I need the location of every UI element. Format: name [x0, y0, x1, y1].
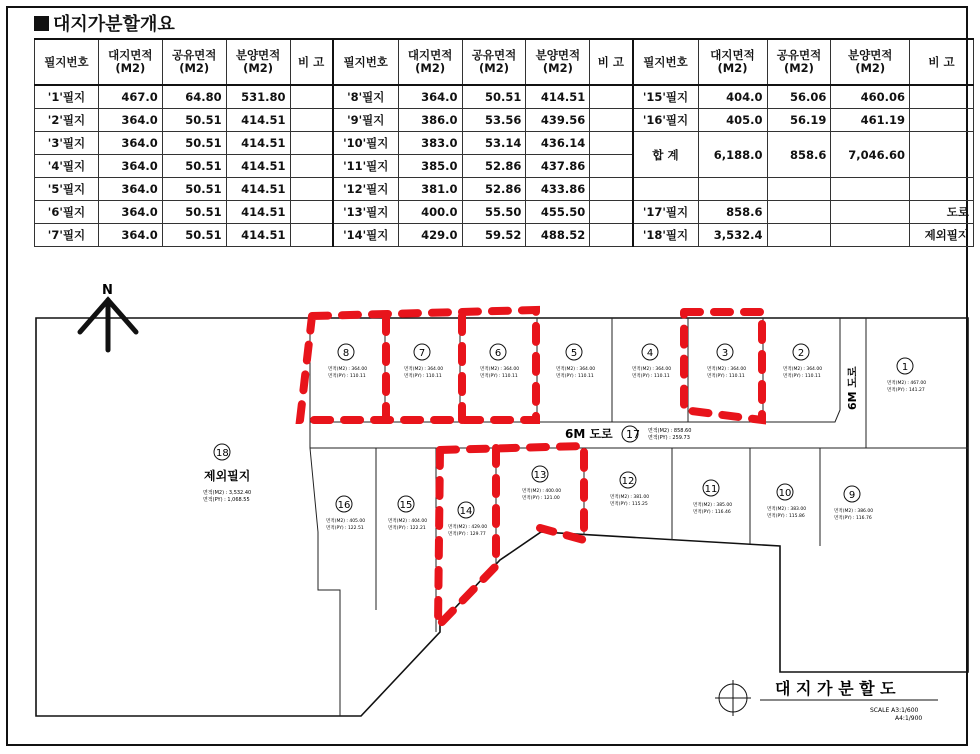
- table-cell: '4'필지: [35, 155, 99, 178]
- table-cell: [290, 85, 333, 109]
- lot-number: 7: [418, 348, 426, 359]
- table-cell: 50.51: [162, 155, 226, 178]
- table-cell: 404.0: [698, 85, 767, 109]
- lot-area-py: 면적(PY) : 121.00: [522, 496, 560, 501]
- table-cell: 364.0: [98, 224, 162, 247]
- table-row: [35, 85, 974, 109]
- table-cell: [590, 85, 633, 109]
- table-cell: [590, 132, 633, 155]
- column-header: 분양면적 (M2): [526, 39, 590, 85]
- table-cell: [290, 178, 333, 201]
- bottom-lots: [326, 466, 873, 537]
- lot-area-py: 면적(PY) : 122.21: [388, 526, 426, 531]
- road-area-m2: 면적(M2) : 858.60: [648, 428, 692, 434]
- table-cell: 858.6: [698, 201, 767, 224]
- table-cell: '8'필지: [333, 85, 398, 109]
- table-cell: [290, 201, 333, 224]
- bottom-lot-lines: [310, 448, 820, 716]
- table-cell: 53.14: [462, 132, 526, 155]
- table-cell: 437.86: [526, 155, 590, 178]
- table-cell: [910, 85, 974, 109]
- table-cell: [831, 201, 910, 224]
- table-cell: '3'필지: [35, 132, 99, 155]
- lot-number: 13: [533, 470, 547, 481]
- page-title: [34, 10, 175, 36]
- column-header: 대지면적 (M2): [98, 39, 162, 85]
- table-cell: '2'필지: [35, 109, 99, 132]
- table-row: [35, 224, 974, 247]
- lot-area-py: 면적(PY) : 141.27: [887, 388, 925, 393]
- table-cell: 합 계: [633, 132, 698, 178]
- lot-number: 11: [704, 484, 718, 495]
- lot-area-py: 면적(PY) : 110.11: [404, 374, 442, 379]
- table-cell: 414.51: [226, 109, 290, 132]
- lot-number: 9: [848, 490, 856, 501]
- lot-number: 3: [721, 348, 729, 359]
- north-arrow-icon: [80, 300, 136, 350]
- lot-area-m2: 면적(M2) : 364.00: [632, 367, 672, 372]
- table-cell: 433.86: [526, 178, 590, 201]
- lot-summary-table: [34, 38, 974, 247]
- table-cell: 50.51: [162, 132, 226, 155]
- lot-area-m2: 면적(M2) : 404.00: [388, 519, 428, 524]
- table-cell: 52.86: [462, 155, 526, 178]
- table-cell: 64.80: [162, 85, 226, 109]
- table-cell: 858.6: [767, 132, 831, 178]
- table-cell: [910, 132, 974, 178]
- table-cell: 461.19: [831, 109, 910, 132]
- column-header: 대지면적 (M2): [398, 39, 462, 85]
- table-cell: '7'필지: [35, 224, 99, 247]
- table-cell: 400.0: [398, 201, 462, 224]
- table-cell: 439.56: [526, 109, 590, 132]
- table-cell: '12'필지: [333, 178, 398, 201]
- table-cell: '6'필지: [35, 201, 99, 224]
- lot-area-m2: 면적(M2) : 364.00: [783, 367, 823, 372]
- column-header: 필지번호: [333, 39, 398, 85]
- lot-number: 15: [399, 500, 413, 511]
- north-label: N: [102, 283, 113, 298]
- table-cell: 455.50: [526, 201, 590, 224]
- table-cell: [290, 224, 333, 247]
- lot-area-py: 면적(PY) : 115.25: [610, 502, 648, 507]
- lot-area-m2: 면적(M2) : 405.00: [326, 519, 366, 524]
- column-header: 비 고: [290, 39, 333, 85]
- table-cell: 55.50: [462, 201, 526, 224]
- table-cell: 52.86: [462, 178, 526, 201]
- table-cell: 414.51: [226, 224, 290, 247]
- column-header: 공유면적 (M2): [462, 39, 526, 85]
- lot-area-py: 면적(PY) : 110.11: [556, 374, 594, 379]
- table-cell: 7,046.60: [831, 132, 910, 178]
- table-cell: '10'필지: [333, 132, 398, 155]
- lot-number: 14: [459, 506, 473, 517]
- table-cell: 381.0: [398, 178, 462, 201]
- table-cell: '11'필지: [333, 155, 398, 178]
- title-square-icon: [34, 16, 49, 31]
- table-cell: [590, 201, 633, 224]
- road-area-py: 면적(PY) : 259.73: [648, 435, 690, 441]
- table-cell: 364.0: [98, 132, 162, 155]
- table-cell: 414.51: [226, 132, 290, 155]
- lot-18-area-m2: 면적(M2) : 3,532.40: [203, 490, 252, 496]
- column-header: 필지번호: [633, 39, 698, 85]
- lot-18-area-py: 면적(PY) : 1,068.55: [203, 497, 250, 503]
- column-header: 공유면적 (M2): [767, 39, 831, 85]
- table-cell: 414.51: [226, 155, 290, 178]
- table-cell: 364.0: [398, 85, 462, 109]
- lot-area-py: 면적(PY) : 110.11: [632, 374, 670, 379]
- table-cell: 436.14: [526, 132, 590, 155]
- table-cell: [590, 178, 633, 201]
- table-row: [35, 132, 974, 155]
- table-cell: [590, 155, 633, 178]
- title-text: 대지가분할개요: [53, 14, 175, 35]
- table-cell: 364.0: [98, 178, 162, 201]
- table-cell: [590, 109, 633, 132]
- column-header: 분양면적 (M2): [831, 39, 910, 85]
- table-cell: 50.51: [162, 178, 226, 201]
- table-row: [35, 201, 974, 224]
- road-label: 6M 도로: [565, 427, 613, 441]
- column-header: 대지면적 (M2): [698, 39, 767, 85]
- lot-area-m2: 면적(M2) : 385.00: [693, 503, 733, 508]
- lot-area-m2: 면적(M2) : 383.00: [767, 507, 807, 512]
- lot-number: 2: [797, 348, 805, 359]
- lot-number: 1: [901, 362, 909, 373]
- lot-area-m2: 면적(M2) : 364.00: [480, 367, 520, 372]
- scale-a4: A4:1/900: [895, 715, 923, 722]
- table-cell: 429.0: [398, 224, 462, 247]
- lot-area-m2: 면적(M2) : 386.00: [834, 509, 874, 514]
- column-header: 비 고: [590, 39, 633, 85]
- table-cell: 364.0: [98, 201, 162, 224]
- lot-number: 16: [337, 500, 351, 511]
- table-cell: [767, 178, 831, 201]
- table-cell: [910, 109, 974, 132]
- table-cell: 53.56: [462, 109, 526, 132]
- table-cell: 59.52: [462, 224, 526, 247]
- lot-area-py: 면적(PY) : 110.11: [328, 374, 366, 379]
- lot-area-m2: 면적(M2) : 381.00: [610, 495, 650, 500]
- lot-area-m2: 면적(M2) : 364.00: [328, 367, 368, 372]
- lot-18-number: 18: [216, 448, 229, 459]
- table-cell: [290, 132, 333, 155]
- table-header-row: [35, 39, 974, 85]
- table-cell: 460.06: [831, 85, 910, 109]
- table-cell: '1'필지: [35, 85, 99, 109]
- table-cell: 제외필지: [910, 224, 974, 247]
- lot-area-py: 면적(PY) : 110.11: [480, 374, 518, 379]
- lot-area-py: 면적(PY) : 116.46: [693, 510, 731, 515]
- table-cell: '9'필지: [333, 109, 398, 132]
- lot-area-py: 면적(PY) : 116.76: [834, 516, 872, 521]
- table-cell: [831, 178, 910, 201]
- table-cell: 50.51: [162, 201, 226, 224]
- lot-area-py: 면적(PY) : 110.11: [707, 374, 745, 379]
- table-cell: '15'필지: [633, 85, 698, 109]
- table-cell: 도로: [910, 201, 974, 224]
- top-lots: [328, 344, 926, 393]
- lot-area-py: 면적(PY) : 129.77: [448, 532, 486, 537]
- table-cell: 467.0: [98, 85, 162, 109]
- table-cell: [290, 109, 333, 132]
- table-cell: [767, 224, 831, 247]
- lot-area-py: 면적(PY) : 122.51: [326, 526, 364, 531]
- table-cell: 488.52: [526, 224, 590, 247]
- table-cell: [831, 224, 910, 247]
- table-cell: 56.06: [767, 85, 831, 109]
- table-cell: 383.0: [398, 132, 462, 155]
- drawing-title: 대 지 가 분 할 도: [775, 679, 896, 698]
- table-cell: '14'필지: [333, 224, 398, 247]
- table-cell: 414.51: [226, 201, 290, 224]
- table-row: [35, 109, 974, 132]
- lot-number: 4: [646, 348, 654, 359]
- table-cell: [290, 155, 333, 178]
- lot-number: 10: [778, 488, 792, 499]
- table-cell: 414.51: [226, 178, 290, 201]
- table-cell: [698, 178, 767, 201]
- table-row: [35, 178, 974, 201]
- column-header: 비 고: [910, 39, 974, 85]
- table-cell: 6,188.0: [698, 132, 767, 178]
- table-cell: 56.19: [767, 109, 831, 132]
- side-road-label: 6M 도로: [846, 366, 859, 410]
- column-header: 필지번호: [35, 39, 99, 85]
- lot-number: 5: [570, 348, 578, 359]
- table-cell: [590, 224, 633, 247]
- column-header: 공유면적 (M2): [162, 39, 226, 85]
- lot-area-m2: 면적(M2) : 429.00: [448, 525, 488, 530]
- table-cell: '18'필지: [633, 224, 698, 247]
- table-cell: 50.51: [162, 109, 226, 132]
- table-cell: 405.0: [698, 109, 767, 132]
- table-cell: 364.0: [98, 109, 162, 132]
- lot-area-py: 면적(PY) : 115.86: [767, 514, 805, 519]
- table-cell: 386.0: [398, 109, 462, 132]
- table-cell: 531.80: [226, 85, 290, 109]
- table-cell: [910, 178, 974, 201]
- lot-area-m2: 면적(M2) : 364.00: [556, 367, 596, 372]
- column-header: 분양면적 (M2): [226, 39, 290, 85]
- lot-area-m2: 면적(M2) : 400.00: [522, 489, 562, 494]
- table-cell: [767, 201, 831, 224]
- lot-number: 12: [621, 476, 635, 487]
- lot-area-m2: 면적(M2) : 467.00: [887, 381, 927, 386]
- site-plan: [0, 270, 980, 754]
- lot-number: 8: [342, 348, 350, 359]
- table-cell: 385.0: [398, 155, 462, 178]
- table-cell: '5'필지: [35, 178, 99, 201]
- road-number: 17: [626, 428, 640, 441]
- table-cell: 50.51: [162, 224, 226, 247]
- lot-18-name: 제외필지: [204, 469, 251, 483]
- table-cell: 414.51: [526, 85, 590, 109]
- lot-number: 6: [494, 348, 502, 359]
- lot-area-m2: 면적(M2) : 364.00: [404, 367, 444, 372]
- table-cell: 3,532.4: [698, 224, 767, 247]
- table-cell: [633, 178, 698, 201]
- highlight-marks: [300, 310, 762, 626]
- table-cell: '13'필지: [333, 201, 398, 224]
- table-cell: 50.51: [462, 85, 526, 109]
- table-cell: '17'필지: [633, 201, 698, 224]
- lot-area-m2: 면적(M2) : 364.00: [707, 367, 747, 372]
- table-cell: '16'필지: [633, 109, 698, 132]
- table-cell: 364.0: [98, 155, 162, 178]
- scale-a3: SCALE A3:1/600: [870, 707, 919, 714]
- lot-area-py: 면적(PY) : 110.11: [783, 374, 821, 379]
